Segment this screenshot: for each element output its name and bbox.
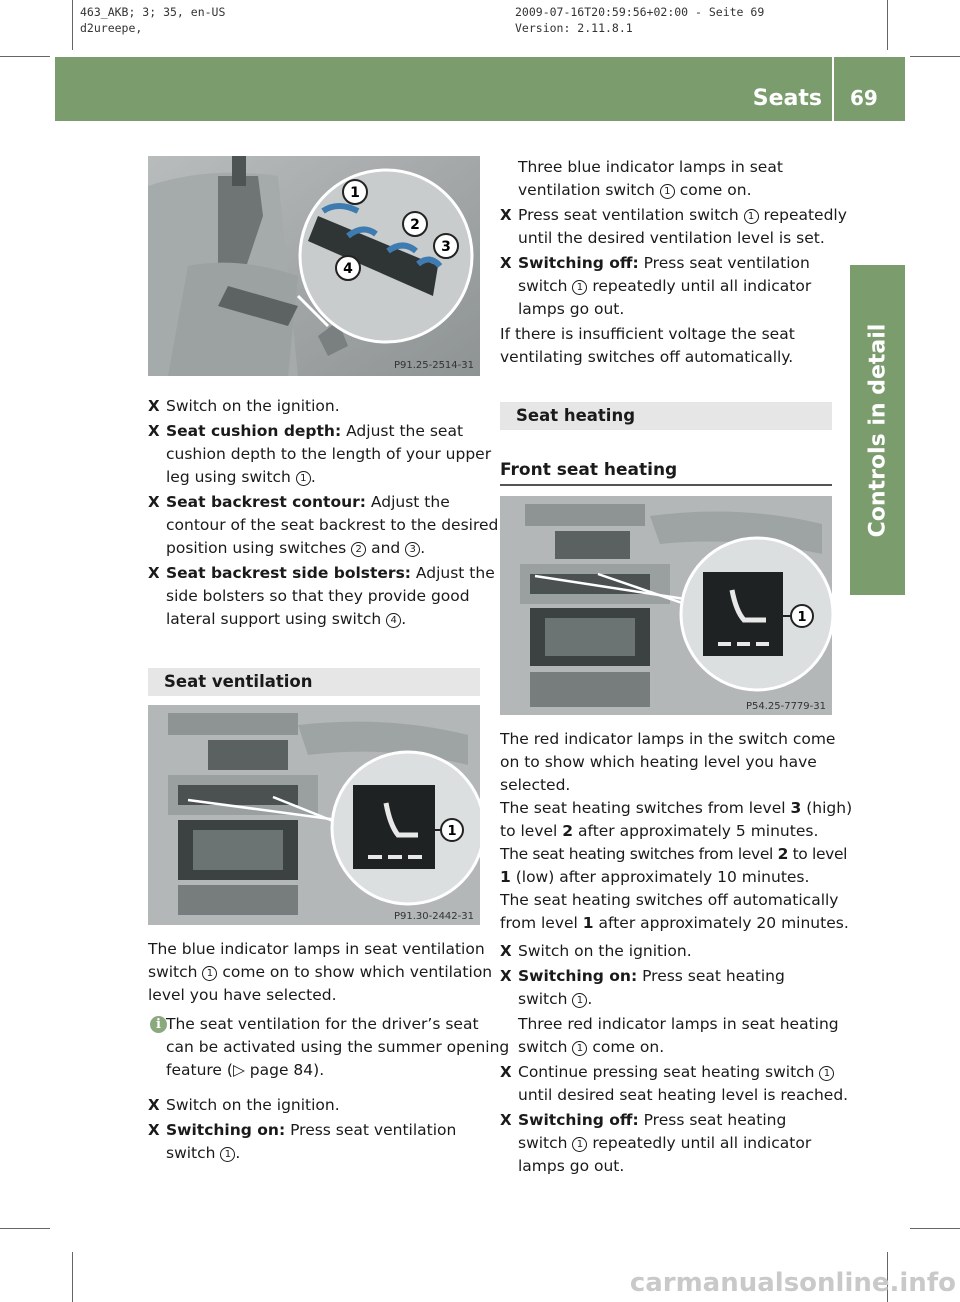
bullet-marker: X	[148, 422, 160, 440]
figure-heating-switch	[500, 496, 832, 715]
lvl-text: after approximately 20 minutes.	[593, 914, 849, 932]
lvl-text: (high)	[801, 799, 853, 817]
cont-rest: come on.	[679, 181, 752, 199]
info-text: can be activated using the summer opening	[166, 1038, 510, 1056]
cont-text: Three blue indicator lamps in seat	[518, 158, 783, 176]
cont-text	[518, 179, 752, 202]
crop-mark	[887, 0, 888, 50]
step-text: switch 1 .	[166, 1144, 241, 1162]
lvl-text: to level	[500, 822, 563, 840]
para-blue-lamps: The blue indicator lamps in seat ventilation	[148, 940, 485, 958]
callout-ref-1: 1	[572, 1041, 587, 1056]
lvl-text: The seat heating switches from level	[500, 799, 791, 817]
step-rest: switch	[166, 1144, 216, 1162]
bullet-marker: X	[148, 493, 160, 511]
callout-1: 1	[350, 185, 360, 201]
callout-1-fig3: 1	[797, 610, 807, 625]
step-rest: Adjust the seat	[341, 422, 464, 440]
figure-code-1: P91.25-2514-31	[393, 360, 474, 371]
para-red-lamps: The red indicator lamps in the switch come	[500, 730, 836, 748]
para-levels	[500, 797, 852, 820]
step-text	[518, 965, 785, 988]
callout-ref-1: 1	[202, 966, 217, 981]
callout-ref-1: 1	[572, 280, 587, 295]
section-bar-seat-ventilation	[148, 668, 480, 696]
step-rest: position using switches	[166, 539, 347, 557]
print-meta-right-1: 2009-07-16T20:59:56+02:00 - Seite 69	[515, 5, 765, 19]
step-text	[166, 491, 450, 514]
callout-ref-3: 3	[405, 542, 420, 557]
step-text: contour of the seat backrest to the desired	[166, 516, 499, 534]
step-rest: leg using switch	[166, 468, 291, 486]
para-voltage: ventilating switches off automatically.	[500, 348, 794, 366]
bullet-marker: X	[148, 1096, 160, 1114]
step-text	[518, 1061, 834, 1084]
step-text: Switch on the ignition.	[166, 1096, 340, 1114]
para-red-lamps: selected.	[500, 776, 571, 794]
crop-mark	[910, 1228, 960, 1229]
step-text: switch 1 .	[518, 990, 593, 1008]
step-text	[518, 252, 810, 275]
step-text	[518, 204, 847, 227]
step-lead: Seat cushion depth:	[166, 422, 342, 440]
crop-mark	[0, 1228, 50, 1229]
bullet-marker: X	[500, 967, 512, 985]
step-rest: repeatedly	[763, 206, 847, 224]
step-rest: switch	[518, 1038, 568, 1056]
step-text: leg using switch 1 .	[166, 468, 316, 486]
crop-mark	[72, 1252, 73, 1302]
section-bar-seat-heating	[500, 402, 832, 430]
step-rest: Adjust the	[411, 564, 495, 582]
switch-word: switch	[148, 963, 198, 981]
info-icon: i	[150, 1016, 167, 1033]
step-text	[166, 562, 495, 585]
figure-ventilation-switch	[148, 705, 480, 925]
bullet-marker: X	[500, 942, 512, 960]
bullet-marker: X	[500, 206, 512, 224]
lvl-num: 3	[790, 799, 802, 817]
lvl-text: to level	[788, 845, 848, 863]
step-text: position using switches 2 and 3 .	[166, 539, 426, 557]
step-rest: switch	[518, 277, 568, 295]
callout-ref-1: 1	[819, 1066, 834, 1081]
callout-ref-4: 4	[386, 613, 401, 628]
para-levels	[500, 843, 847, 866]
figure-seat-switches	[148, 156, 480, 376]
bullet-marker: X	[148, 1121, 160, 1139]
step-text: cushion depth to the length of your upper	[166, 445, 492, 463]
step-text: Switch on the ignition.	[518, 942, 692, 960]
step-rest: repeatedly until all indicator	[592, 277, 812, 295]
header-separator	[832, 57, 834, 121]
step-rest: Press seat ventilation switch	[518, 206, 739, 224]
callout-2: 2	[410, 217, 420, 233]
figure-ventilation-art	[148, 705, 480, 925]
print-meta-right	[515, 4, 764, 36]
print-meta-left-2: d2ureepe,	[80, 21, 143, 35]
lvl-text: (low) after approximately 10 minutes.	[510, 868, 810, 886]
step-lead: Seat backrest contour:	[166, 493, 366, 511]
subsection-title-front-seat-heating: Front seat heating	[500, 460, 678, 480]
lvl-num: 1	[500, 868, 511, 886]
callout-1-fig2: 1	[447, 824, 457, 839]
lvl-text: from level	[500, 914, 583, 932]
callout-ref-2: 2	[351, 542, 366, 557]
step-lead: Switching on:	[166, 1121, 286, 1139]
callout-ref-1: 1	[572, 993, 587, 1008]
step-lead: Switching on:	[518, 967, 638, 985]
step-text	[518, 1036, 664, 1059]
para-blue-lamps: level you have selected.	[148, 986, 337, 1004]
print-meta-left-1: 463_AKB; 3; 35, en-US	[80, 5, 226, 19]
step-rest: Press seat heating	[637, 967, 785, 985]
figure-seat-switches-art	[148, 156, 480, 376]
step-text	[518, 1132, 811, 1155]
cont-rest: ventilation switch	[518, 181, 655, 199]
and-word: and	[371, 539, 401, 557]
page-title: Seats	[752, 86, 822, 111]
step-text: side bolsters so that they provide good	[166, 587, 470, 605]
step-text: until the desired ventilation level is set.	[518, 229, 825, 247]
step-text: lamps go out.	[518, 1157, 625, 1175]
info-rest: feature (	[166, 1061, 233, 1079]
step-rest: Continue pressing seat heating switch	[518, 1063, 815, 1081]
step-lead: Seat backrest side bolsters:	[166, 564, 411, 582]
info-text: The seat ventilation for the driver’s seat	[166, 1015, 479, 1033]
step-text	[166, 420, 463, 443]
step-text: lateral support using switch 4 .	[166, 610, 407, 628]
step-text: Switch on the ignition.	[166, 397, 340, 415]
lvl-text: after approximately 5 minutes.	[573, 822, 819, 840]
para-levels	[500, 912, 849, 935]
para-levels: The seat heating switches off automatically	[500, 891, 839, 909]
subsection-rule	[500, 484, 832, 486]
step-text	[166, 1119, 456, 1142]
lvl-num: 1	[582, 914, 594, 932]
para-voltage: If there is insufficient voltage the seat	[500, 325, 795, 343]
bullet-marker: X	[500, 254, 512, 272]
step-lead: Switching off:	[518, 254, 639, 272]
step-rest: lateral support using switch	[166, 610, 382, 628]
print-meta-right-2: Version: 2.11.8.1	[515, 21, 633, 35]
callout-ref-1: 1	[660, 184, 675, 199]
callout-ref-1: 1	[744, 209, 759, 224]
step-text: lamps go out.	[518, 300, 625, 318]
section-title-seat-ventilation: Seat ventilation	[164, 672, 313, 691]
step-rest: switch	[518, 990, 568, 1008]
callout-ref-1: 1	[220, 1147, 235, 1162]
section-title-seat-heating: Seat heating	[516, 406, 636, 425]
step-text: until desired seat heating level is reached.	[518, 1086, 849, 1104]
step-rest: repeatedly until all indicator	[592, 1134, 812, 1152]
para-rest: come on to show which ventilation	[222, 963, 493, 981]
bullet-marker: X	[148, 397, 160, 415]
lvl-num: 2	[777, 845, 788, 863]
page-ref-link[interactable]: page 84).	[249, 1061, 325, 1079]
step-rest: come on.	[592, 1038, 665, 1056]
bullet-marker: X	[500, 1111, 512, 1129]
step-lead: Switching off:	[518, 1111, 639, 1129]
para-levels	[500, 820, 818, 843]
watermark: carmanualsonline.info	[629, 1268, 956, 1298]
bullet-marker: X	[500, 1063, 512, 1081]
step-rest: Press seat heating	[638, 1111, 787, 1129]
bullet-marker: X	[148, 564, 160, 582]
callout-3: 3	[441, 239, 451, 255]
step-text: Three red indicator lamps in seat heating	[518, 1015, 839, 1033]
step-rest: switch	[518, 1134, 568, 1152]
step-rest: Press seat ventilation	[638, 254, 810, 272]
lvl-text: The seat heating switches from level	[500, 845, 778, 863]
callout-ref-1: 1	[572, 1137, 587, 1152]
para-blue-lamps	[148, 961, 492, 984]
figure-code-3: P54.25-7779-31	[745, 701, 826, 712]
crop-mark	[910, 56, 960, 57]
figure-code-2: P91.30-2442-31	[393, 911, 474, 922]
para-levels	[500, 866, 809, 889]
crop-mark	[0, 56, 50, 57]
callout-4: 4	[343, 261, 353, 277]
step-text	[518, 275, 811, 298]
step-rest: Press seat ventilation	[285, 1121, 457, 1139]
side-tab-label: Controls in detail	[865, 323, 890, 537]
crop-mark	[72, 0, 73, 50]
page-number: 69	[850, 86, 878, 110]
print-meta-left	[80, 4, 225, 36]
info-text: feature (▷ page 84).	[166, 1061, 325, 1079]
side-tab-label-wrap	[850, 265, 905, 595]
step-rest: Adjust the	[366, 493, 450, 511]
para-red-lamps: on to show which heating level you have	[500, 753, 817, 771]
lvl-num: 2	[562, 822, 574, 840]
figure-heating-art	[500, 496, 832, 715]
callout-ref-1: 1	[296, 471, 311, 486]
step-text	[518, 1109, 786, 1132]
